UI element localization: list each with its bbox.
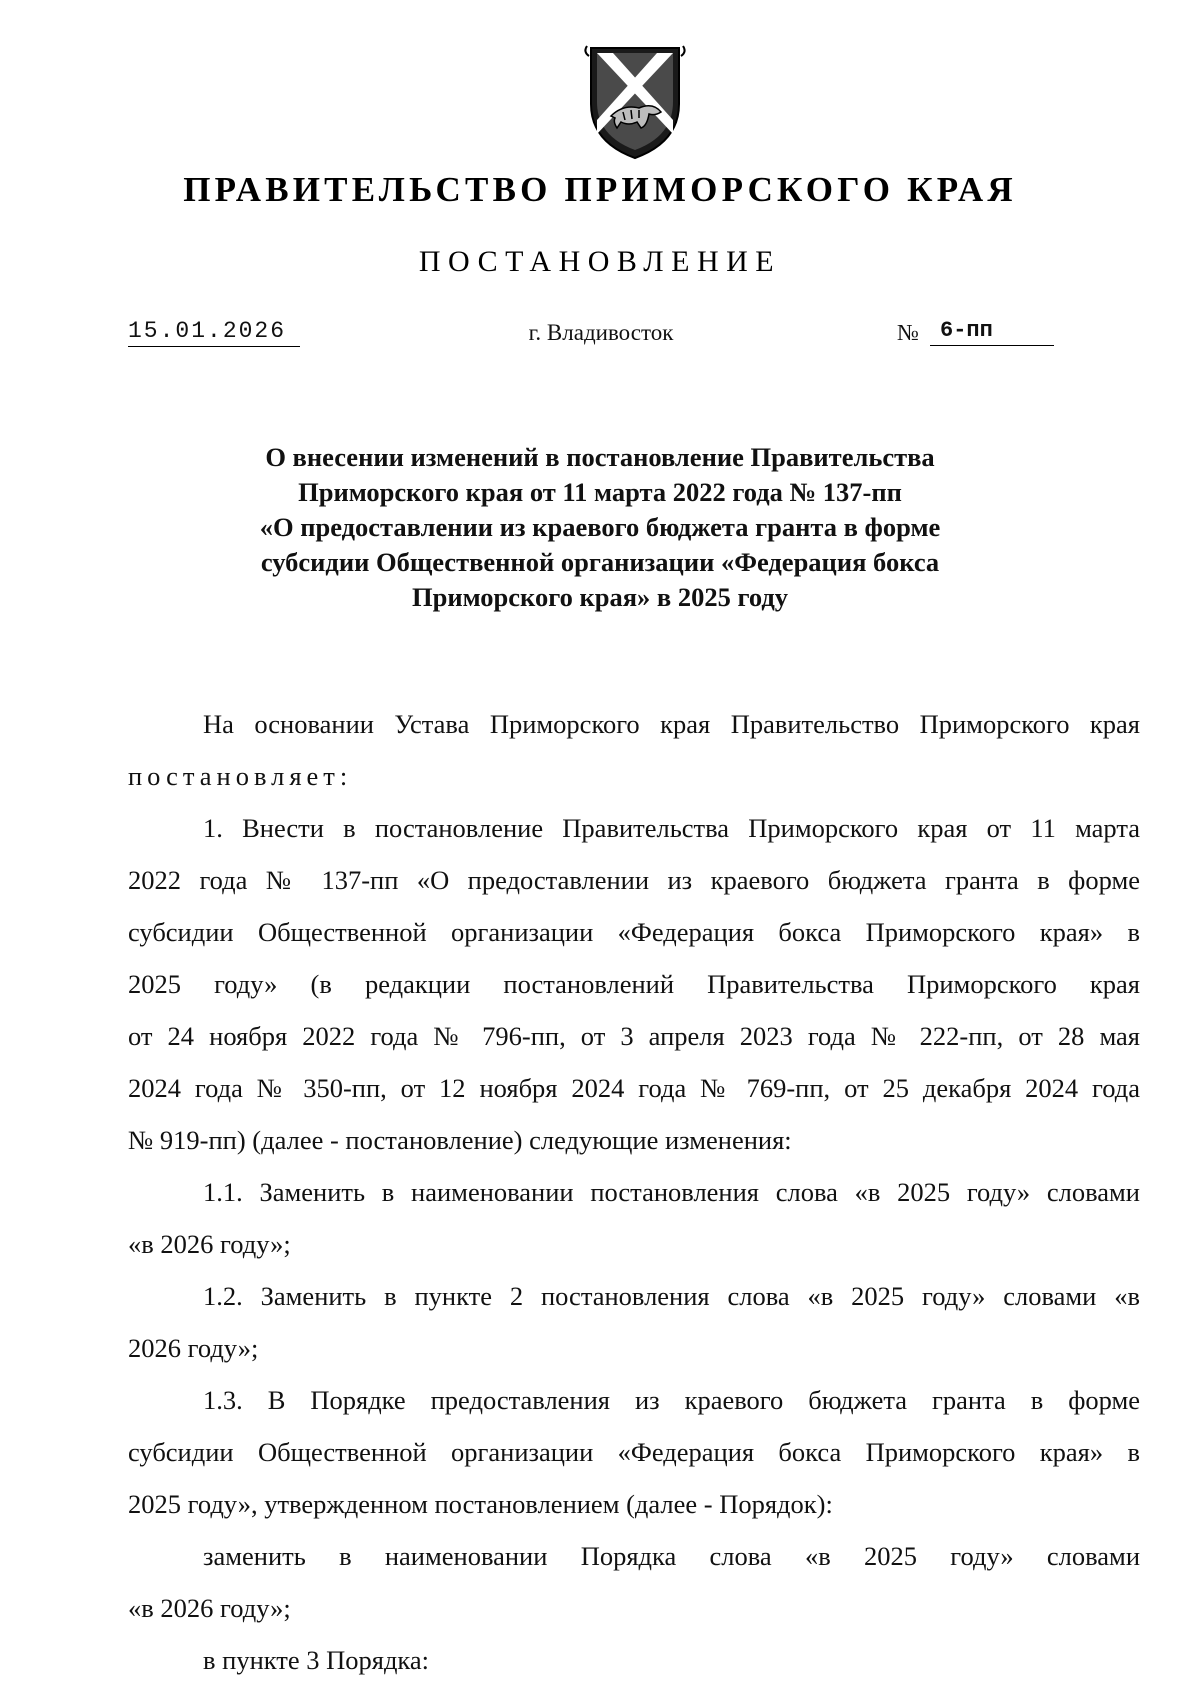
body-line: 1.3. В Порядке предоставления из краевого бюджета гранта в форме xyxy=(203,1385,1140,1415)
coat-of-arms-icon xyxy=(583,42,687,162)
heading-line: О внесении изменений в постановление Правительства xyxy=(265,442,935,472)
body-line: 2022 года № 137-пп «О предоставлении из краевого бюджета гранта в форме xyxy=(128,865,1140,895)
heading-line: «О предоставлении из краевого бюджета гранта в форме xyxy=(259,512,941,542)
body-line: 2025 году», утвержденном постановлением (далее - Порядок): xyxy=(128,1489,833,1519)
document-city: г. Владивосток xyxy=(528,320,674,345)
body-line: заменить в наименовании Порядка слова «в 2025 году» словами xyxy=(203,1541,1140,1571)
body-line: 2024 года № 350-пп, от 12 ноября 2024 года № 769-пп, от 25 декабря 2024 года xyxy=(128,1073,1140,1103)
body-line: от 24 ноября 2022 года № 796-пп, от 3 апреля 2023 года № 222-пп, от 28 мая xyxy=(128,1021,1140,1051)
document-type: ПОСТАНОВЛЕНИЕ xyxy=(418,245,782,278)
government-title: ПРАВИТЕЛЬСТВО ПРИМОРСКОГО КРАЯ xyxy=(183,170,1017,209)
number-sign: № xyxy=(897,320,919,345)
body-line: постановляет: xyxy=(128,761,353,791)
body-line: 1.1. Заменить в наименовании постановления слова «в 2025 году» словами xyxy=(203,1177,1140,1207)
document-number: 6-пп xyxy=(930,318,1054,346)
body-line: 1. Внести в постановление Правительства Приморского края от 11 марта xyxy=(203,813,1140,843)
body-line: 1.2. Заменить в пункте 2 постановления слова «в 2025 году» словами «в xyxy=(203,1281,1140,1311)
heading-line: Приморского края от 11 марта 2022 года № 137-пп xyxy=(298,477,902,507)
body-line: № 919-пп) (далее - постановление) следующие изменения: xyxy=(128,1125,792,1155)
body-line: в пункте 3 Порядка: xyxy=(203,1645,430,1675)
heading-line: Приморского края» в 2025 году xyxy=(411,582,789,612)
heading-line: субсидии Общественной организации «Федерация бокса xyxy=(260,547,940,577)
body-line: субсидии Общественной организации «Федерация бокса Приморского края» в xyxy=(128,917,1140,947)
body-line: 2026 году»; xyxy=(128,1333,259,1363)
body-line: субсидии Общественной организации «Федерация бокса Приморского края» в xyxy=(128,1437,1140,1467)
document-body xyxy=(128,698,1140,1686)
body-line: «в 2026 году»; xyxy=(128,1593,291,1623)
body-line: «в 2026 году»; xyxy=(128,1229,291,1259)
body-line: 2025 году» (в редакции постановлений Правительства Приморского края xyxy=(128,969,1140,999)
document-date: 15.01.2026 xyxy=(128,318,300,347)
document-heading xyxy=(200,440,1000,615)
body-line: На основании Устава Приморского края Правительство Приморского края xyxy=(203,709,1140,739)
